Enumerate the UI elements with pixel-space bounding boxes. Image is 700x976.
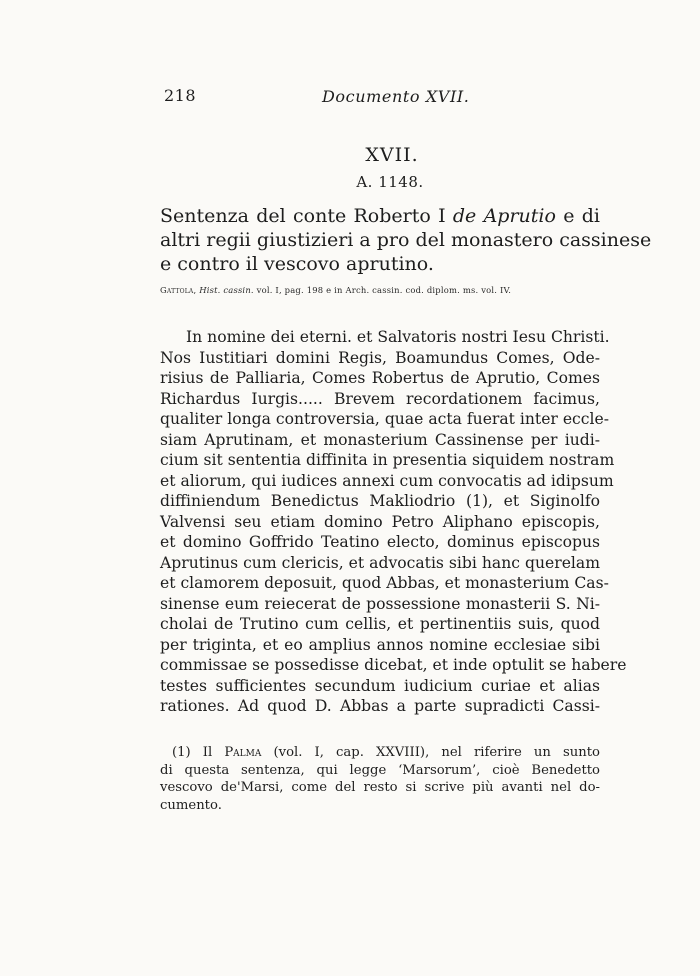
body-line: cium sit sententia diffinita in presentia siquidem nostram xyxy=(160,451,615,469)
summary-italic-text: de Aprutio xyxy=(452,205,556,227)
footnote xyxy=(160,744,600,814)
document-number: XVII. xyxy=(365,144,419,166)
footnote-text: (1) Il xyxy=(172,745,225,760)
footnote-line: di questa sentenza, qui legge ‘Marsorum’, cioè Benedetto xyxy=(160,762,600,778)
body-line: rationes. Ad quod D. Abbas a parte supradicti Cassi- xyxy=(160,697,600,715)
body-line: commissae se possedisse dicebat, et inde optulit se habere xyxy=(160,656,627,674)
body-line: qualiter longa controversia, quae acta fuerat inter eccle- xyxy=(160,410,610,428)
body-line: testes sufficientes secundum iudicium curiae et alias xyxy=(160,676,600,695)
document-year: A. 1148. xyxy=(356,173,424,191)
body-line: sinense eum reiecerat de possessione monasterii S. Ni- xyxy=(160,594,600,613)
body-line: Nos Iustitiari domini Regis, Boamundus Comes, Ode- xyxy=(160,348,600,367)
footnote-line: vescovo de'Marsi, come del resto si scrive più avanti nel do- xyxy=(160,780,600,795)
body-line: In nomine dei eterni. et Salvatoris nostri Iesu Christi. xyxy=(186,328,610,346)
footnote-text: (vol. I, cap. XXVIII), nel riferire un sunto xyxy=(261,745,600,760)
summary-text: e di xyxy=(555,205,600,227)
summary-line xyxy=(160,204,600,228)
document-summary xyxy=(160,204,652,276)
document-body xyxy=(160,327,627,717)
body-line: Richardus Iurgis..... Brevem recordationem facimus, xyxy=(160,389,600,408)
footnote-line: cumento. xyxy=(160,797,222,813)
body-line: et domino Goffrido Teatino electo, dominus episcopus xyxy=(160,533,600,551)
body-line: siam Aprutinam, et monasterium Cassinense per iudi- xyxy=(160,430,600,449)
body-line: diffiniendum Benedictus Makliodrio (1), et Siginolfo xyxy=(160,492,600,510)
source-details: vol. I, pag. 198 e in Arch. cassin. cod. diplom. ms. vol. IV. xyxy=(256,285,512,295)
summary-line: e contro il vescovo aprutino. xyxy=(160,253,434,275)
source-citation xyxy=(160,285,600,295)
source-author: Gattola, xyxy=(160,285,197,295)
footnote-line xyxy=(160,744,600,762)
body-line: risius de Palliaria, Comes Robertus de Aprutio, Comes xyxy=(160,369,600,387)
footnote-author: Palma xyxy=(224,745,262,760)
source-work: Hist. cassin. xyxy=(199,285,254,295)
body-line: cholai de Trutino cum cellis, et pertinentiis suis, quod xyxy=(160,615,600,633)
page-number: 218 xyxy=(164,86,197,105)
running-title: Documento XVII. xyxy=(322,87,470,106)
summary-text: Sentenza del conte Roberto I xyxy=(160,205,453,227)
body-line: Valvensi seu etiam domino Petro Aliphano episcopis, xyxy=(160,512,600,531)
body-line: et aliorum, qui iudices annexi cum convocatis ad idipsum xyxy=(160,471,614,490)
body-line: per triginta, et eo amplius annos nomine ecclesiae sibi xyxy=(160,635,600,654)
body-line: Aprutinus cum clericis, et advocatis sibi hanc querelam xyxy=(160,553,600,572)
body-line: et clamorem deposuit, quod Abbas, et monasterium Cas- xyxy=(160,574,609,592)
summary-line: altri regii giustizieri a pro del monastero cassinese xyxy=(160,229,652,251)
running-header xyxy=(0,86,700,110)
